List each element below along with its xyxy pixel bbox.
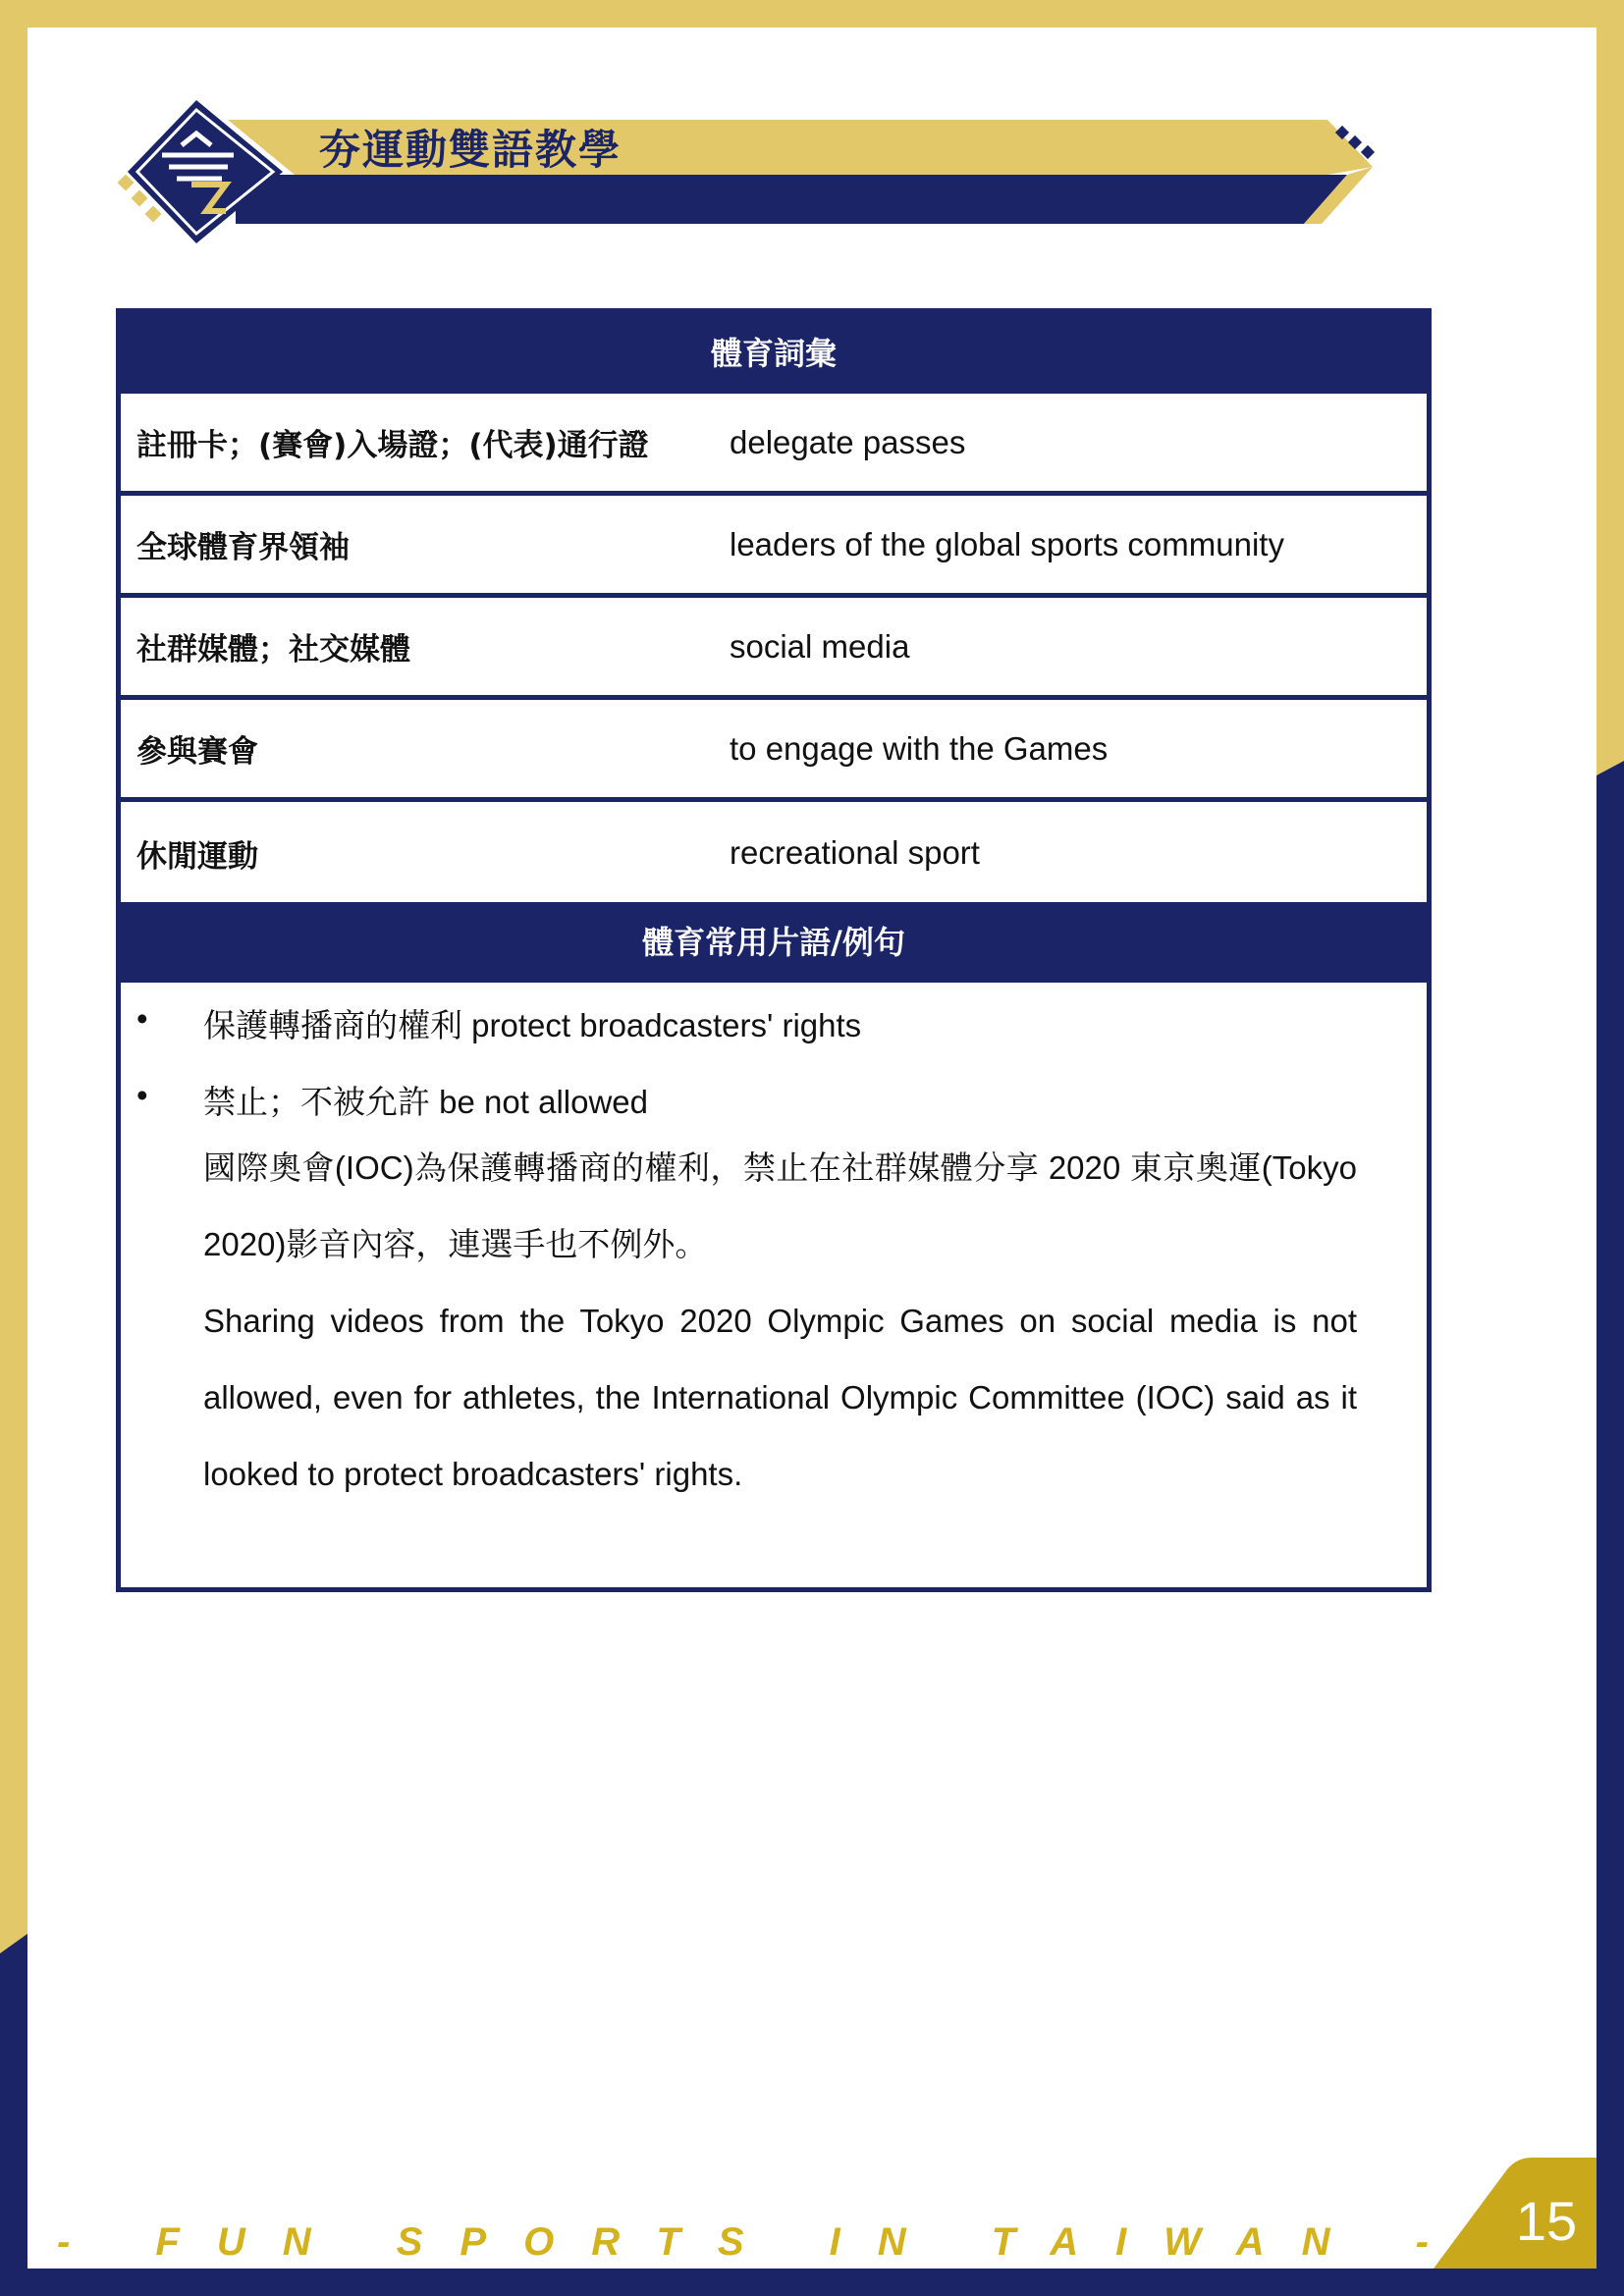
page-title: 夯運動雙語教學 bbox=[319, 126, 623, 174]
vocab-row bbox=[121, 394, 1427, 496]
bullet-icon: • bbox=[136, 1000, 148, 1037]
vocab-term-zh: 社群媒體；社交媒體 bbox=[136, 632, 410, 667]
bullet-icon: • bbox=[136, 1077, 148, 1113]
example-sentence-en: Sharing videos from the Tokyo 2020 Olympic Games on social media is not allowed, even for athletes, the International Olympic Committee (IOC) said as it looked to protect broadcasters' rights. bbox=[203, 1303, 1357, 1492]
vocab-term-en: social media bbox=[730, 627, 910, 665]
phrase-text: 保護轉播商的權利 protect broadcasters' rights bbox=[203, 1007, 862, 1043]
vocab-term-en: delegate passes bbox=[730, 423, 966, 460]
vocab-term-en: leaders of the global sports community bbox=[730, 525, 1284, 562]
header-banner bbox=[118, 120, 1376, 224]
example-sentence-zh: 國際奧會(IOC)為保護轉播商的權利，禁止在社群媒體分享 2020 東京奧運(Tokyo 2020)影音內容，連選手也不例外。 bbox=[203, 1149, 1357, 1262]
page-number: 15 bbox=[1515, 2190, 1578, 2252]
phrases-heading: 體育常用片語/例句 bbox=[121, 902, 1427, 983]
vocab-row bbox=[121, 598, 1427, 700]
vocab-term-zh: 全球體育界領袖 bbox=[136, 530, 350, 565]
footer-slogan: - FUN SPORTS IN TAIWAN - bbox=[57, 2220, 1466, 2264]
vocab-row bbox=[121, 802, 1427, 904]
phrase-text: 禁止；不被允許 be not allowed bbox=[203, 1084, 648, 1120]
vocab-term-zh: 註冊卡；(賽會)入場證；(代表)通行證 bbox=[136, 428, 649, 463]
vocab-term-zh: 參與賽會 bbox=[136, 734, 258, 770]
vocabulary-heading: 體育詞彙 bbox=[121, 313, 1427, 394]
vocab-row bbox=[121, 700, 1427, 802]
vocab-term-en: recreational sport bbox=[730, 834, 980, 871]
vocabulary-box bbox=[116, 308, 1432, 1592]
vocab-term-en: to engage with the Games bbox=[730, 729, 1109, 767]
vocab-row bbox=[121, 496, 1427, 598]
vocab-term-zh: 休閒運動 bbox=[136, 838, 258, 875]
